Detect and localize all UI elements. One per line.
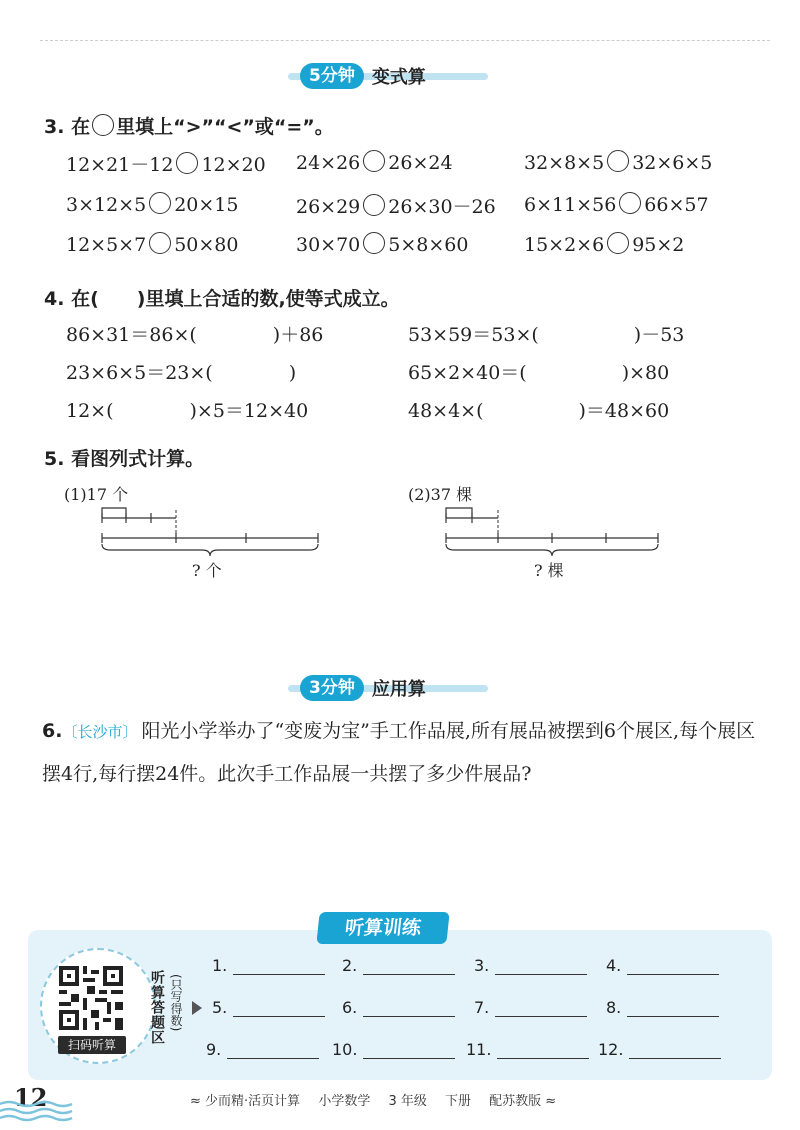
q4-equation: 48×4×( )＝48×60: [408, 400, 670, 422]
answer-circle[interactable]: [149, 232, 171, 254]
q3-expression: 26×29 26×30－26: [296, 196, 496, 218]
q3-expression: 32×8×5 32×6×5: [524, 152, 713, 174]
q3-expression: 30×70 5×8×60: [296, 234, 469, 256]
figure2-label: (2)37 棵: [408, 485, 473, 504]
q6-problem: 6.〔长沙市〕 阳光小学举办了“变废为宝”手工作品展,所有展品被摆到6个展区,每个展区摆4行,每行摆24件。此次手工作品展一共摆了多少件展品?: [42, 720, 756, 785]
q4-equation: 53×59＝53×( )－53: [408, 324, 685, 346]
answer-slot[interactable]: 9.: [206, 1040, 319, 1059]
answer-slot[interactable]: 5.: [212, 998, 325, 1017]
answer-circle[interactable]: [363, 150, 385, 172]
answer-circle[interactable]: [363, 232, 385, 254]
answer-circle[interactable]: [619, 192, 641, 214]
answer-circle[interactable]: [607, 232, 629, 254]
answer-circle[interactable]: [607, 150, 629, 172]
answer-slot[interactable]: 4.: [606, 956, 719, 975]
figure2-total-brace: [446, 544, 658, 556]
q3-expression: 15×2×6 95×2: [524, 234, 685, 256]
footer-volume: 下册: [445, 1094, 472, 1109]
section-header-application: [300, 674, 426, 702]
answer-slot[interactable]: 10.: [332, 1040, 455, 1059]
section-title: 应用算: [371, 679, 426, 700]
q4-equation: 86×31＝86×( )＋86: [66, 324, 324, 346]
section-title: 变式算: [371, 67, 426, 88]
q5-title: 5. 看图列式计算。: [44, 448, 205, 470]
q3-expression: 12×21－12 12×20: [66, 154, 266, 176]
blank-circle-icon: [92, 114, 114, 136]
q3-expression: 24×26 26×24: [296, 152, 453, 174]
section-time-badge: 5分钟: [300, 63, 364, 89]
footer-info: [190, 1090, 570, 1109]
q4-equation: 65×2×40＝( )×80: [408, 362, 670, 384]
answer-slot[interactable]: 3.: [474, 956, 587, 975]
top-divider: [40, 40, 770, 41]
play-arrow-icon: [192, 1001, 202, 1015]
figure1-part-bracket: [102, 508, 126, 518]
figure2-segment-diagram: [440, 500, 670, 560]
qr-code-icon[interactable]: [59, 966, 123, 1030]
answer-slot[interactable]: 1.: [212, 956, 325, 975]
wave-decoration-icon: [0, 1098, 75, 1122]
q4-equation: 23×6×5＝23×( ): [66, 362, 297, 384]
q3-title: 3. 在 里填上“>”“<”或“=”。: [44, 116, 334, 138]
q4-equation: 12×( )×5＝12×40: [66, 400, 309, 422]
region-tag: 〔长沙市〕: [62, 723, 138, 741]
q4-title: 4. 在( )里填上合适的数,使等式成立。: [44, 288, 400, 310]
footer-subject: 小学数学: [318, 1094, 371, 1109]
figure2-question: ? 棵: [534, 561, 564, 580]
footer-edition: 配苏教版 ≈: [489, 1094, 557, 1109]
answer-area-note: (只写得数): [169, 974, 183, 1032]
answer-slot[interactable]: 2.: [342, 956, 455, 975]
q3-expression: 6×11×56 66×57: [524, 194, 709, 216]
answer-circle[interactable]: [149, 192, 171, 214]
figure2-part-bracket: [446, 508, 472, 518]
answer-circle[interactable]: [363, 194, 385, 216]
qr-label: 扫码听算: [58, 1036, 126, 1054]
answer-slot[interactable]: 11.: [466, 1040, 589, 1059]
page-number: 12: [14, 1083, 48, 1112]
q3-expression: 12×5×7 50×80: [66, 234, 239, 256]
answer-slot[interactable]: 8.: [606, 998, 719, 1017]
section-header-variant: [300, 62, 426, 90]
listening-title: 听算训练: [316, 912, 449, 944]
footer-series: ≈ 少而精·活页计算: [190, 1094, 301, 1109]
section-time-badge: 3分钟: [300, 675, 364, 701]
footer-grade: 3 年级: [388, 1094, 427, 1109]
figure1-total-brace: [102, 544, 318, 556]
answer-slot[interactable]: 6.: [342, 998, 455, 1017]
q3-expression: 3×12×5 20×15: [66, 194, 239, 216]
answer-slot[interactable]: 12.: [598, 1040, 721, 1059]
figure1-segment-diagram: [96, 500, 326, 560]
figure1-question: ? 个: [192, 561, 222, 580]
answer-circle[interactable]: [176, 152, 198, 174]
answer-slot[interactable]: 7.: [474, 998, 587, 1017]
answer-area-label: 听算答题区: [149, 970, 165, 1045]
figure1-label: (1)17 个: [64, 485, 129, 504]
